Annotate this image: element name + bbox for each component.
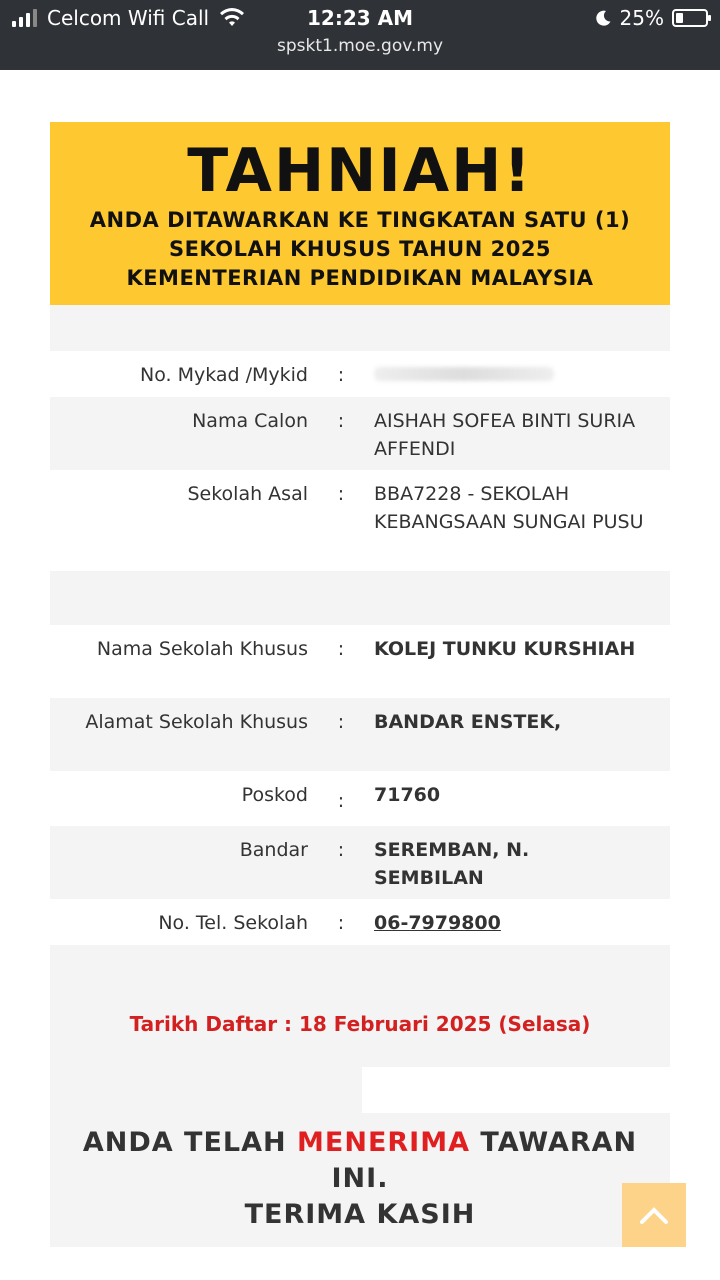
poskod-label: Poskod xyxy=(241,784,308,806)
battery-percent: 25% xyxy=(619,6,664,30)
chevron-up-icon xyxy=(639,1205,669,1225)
colon: : xyxy=(337,912,345,934)
nama-calon-row xyxy=(50,397,670,470)
banner-line-3: KEMENTERIAN PENDIDIKAN MALAYSIA xyxy=(126,266,594,290)
mykad-value-redacted xyxy=(374,361,644,387)
spacer xyxy=(50,305,670,351)
sekolah-asal-row xyxy=(50,470,670,571)
status-bar xyxy=(0,0,720,70)
moon-icon xyxy=(594,9,612,27)
spacer xyxy=(50,1067,670,1113)
scroll-to-top-button[interactable] xyxy=(622,1183,686,1247)
tel-link[interactable]: 06-7979800 xyxy=(374,912,501,934)
poskod-row xyxy=(50,771,670,826)
banner-line-2: SEKOLAH KHUSUS TAHUN 2025 xyxy=(168,237,552,261)
colon: : xyxy=(337,638,345,660)
battery-icon xyxy=(672,9,708,27)
offer-card xyxy=(50,122,670,1247)
colon: : xyxy=(337,790,345,812)
clock-time: 12:23 AM xyxy=(306,6,413,30)
nama-sekolah-value: KOLEJ TUNKU KURSHIAH xyxy=(374,638,636,660)
nama-sekolah-label: Nama Sekolah Khusus xyxy=(96,638,308,660)
nama-calon-label: Nama Calon xyxy=(192,410,308,432)
alamat-row xyxy=(50,698,670,771)
congratulations-banner xyxy=(50,122,670,305)
mykad-row xyxy=(50,351,670,397)
tarikh-daftar: Tarikh Daftar : 18 Februari 2025 (Selasa) xyxy=(50,999,670,1067)
nama-sekolah-row xyxy=(50,625,670,698)
bandar-label: Bandar xyxy=(239,839,308,861)
colon: : xyxy=(337,483,345,505)
colon: : xyxy=(337,839,345,861)
bandar-value: SEREMBAN, N. SEMBILAN xyxy=(374,839,530,889)
mykad-label: No. Mykad /Mykid xyxy=(139,364,308,386)
alamat-value: BANDAR ENSTEK, xyxy=(374,711,562,733)
acceptance-text-1: ANDA TELAH xyxy=(82,1127,298,1158)
tel-row xyxy=(50,899,670,945)
alamat-label: Alamat Sekolah Khusus xyxy=(85,711,308,733)
carrier-name: Celcom Wifi Call xyxy=(47,6,210,30)
sekolah-asal-label: Sekolah Asal xyxy=(187,483,308,505)
nama-calon-value: AISHAH SOFEA BINTI SURIA AFFENDI xyxy=(374,410,636,460)
address-url[interactable]: spskt1.moe.gov.my xyxy=(276,36,443,56)
banner-line-1: ANDA DITAWARKAN KE TINGKATAN SATU (1) xyxy=(89,208,631,232)
colon: : xyxy=(337,711,345,733)
spacer xyxy=(50,571,670,625)
colon: : xyxy=(337,410,345,432)
poskod-value: 71760 xyxy=(374,784,441,806)
thank-you-text: TERIMA KASIH xyxy=(244,1199,476,1230)
bandar-row xyxy=(50,826,670,899)
colon: : xyxy=(337,364,345,386)
acceptance-highlight: MENERIMA xyxy=(297,1127,470,1158)
acceptance-message xyxy=(50,1113,670,1247)
acceptance-text-2: TAWARAN INI. xyxy=(331,1127,638,1194)
sekolah-asal-value: BBA7228 - SEKOLAH KEBANGSAAN SUNGAI PUSU xyxy=(374,483,644,533)
banner-title: TAHNIAH! xyxy=(187,136,533,206)
signal-icon xyxy=(12,9,37,27)
spacer xyxy=(50,945,670,999)
wifi-icon xyxy=(219,8,245,28)
tel-label: No. Tel. Sekolah xyxy=(158,912,308,934)
